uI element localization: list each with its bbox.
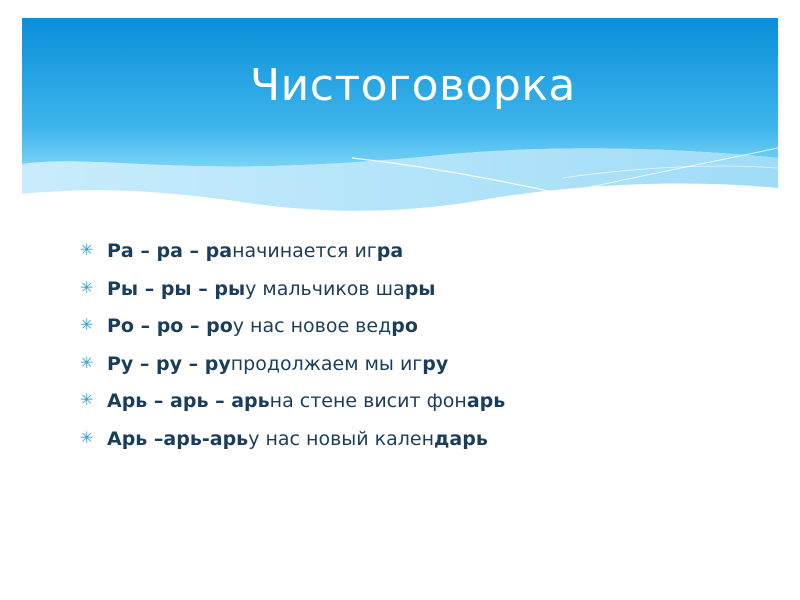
line-body: продолжаем мы иг <box>230 352 423 375</box>
asterisk-bullet-icon: ✳ <box>80 315 94 334</box>
line-ending: арь <box>466 390 506 412</box>
line-lead: Арь –арь-арь <box>107 427 249 450</box>
line-ending: ры <box>404 277 436 300</box>
line-body: у нас новый кален <box>248 427 435 450</box>
line-body: у нас новое вед <box>232 315 392 337</box>
line-ending: ру <box>422 352 449 375</box>
line-lead: Ра – ра – ра <box>107 240 233 262</box>
list-item <box>80 390 505 428</box>
slide-title: Чистоговорка <box>250 60 576 111</box>
line-ending: дарь <box>434 427 488 450</box>
line-body: начинается иг <box>232 240 377 262</box>
line-lead: Ро – ро – ро <box>107 315 233 337</box>
line-lead: Ры – ры – ры <box>107 277 246 300</box>
list-item <box>80 315 505 353</box>
list-item <box>80 353 505 391</box>
asterisk-bullet-icon: ✳ <box>80 427 94 447</box>
list-item <box>80 240 505 278</box>
line-ending: ро <box>391 315 418 337</box>
header-wave-background <box>22 18 778 228</box>
asterisk-bullet-icon: ✳ <box>80 277 94 297</box>
line-ending: ра <box>376 240 404 262</box>
line-lead: Ру – ру – ру <box>107 352 231 375</box>
asterisk-bullet-icon: ✳ <box>80 240 94 259</box>
line-lead: Арь – арь – арь <box>107 390 270 412</box>
list-item <box>80 278 505 316</box>
line-body: у мальчиков ша <box>245 277 405 300</box>
tongue-twister-list <box>80 240 505 465</box>
asterisk-bullet-icon: ✳ <box>80 352 94 372</box>
line-body: на стене висит фон <box>269 390 467 412</box>
asterisk-bullet-icon: ✳ <box>80 390 94 409</box>
list-item <box>80 428 505 466</box>
